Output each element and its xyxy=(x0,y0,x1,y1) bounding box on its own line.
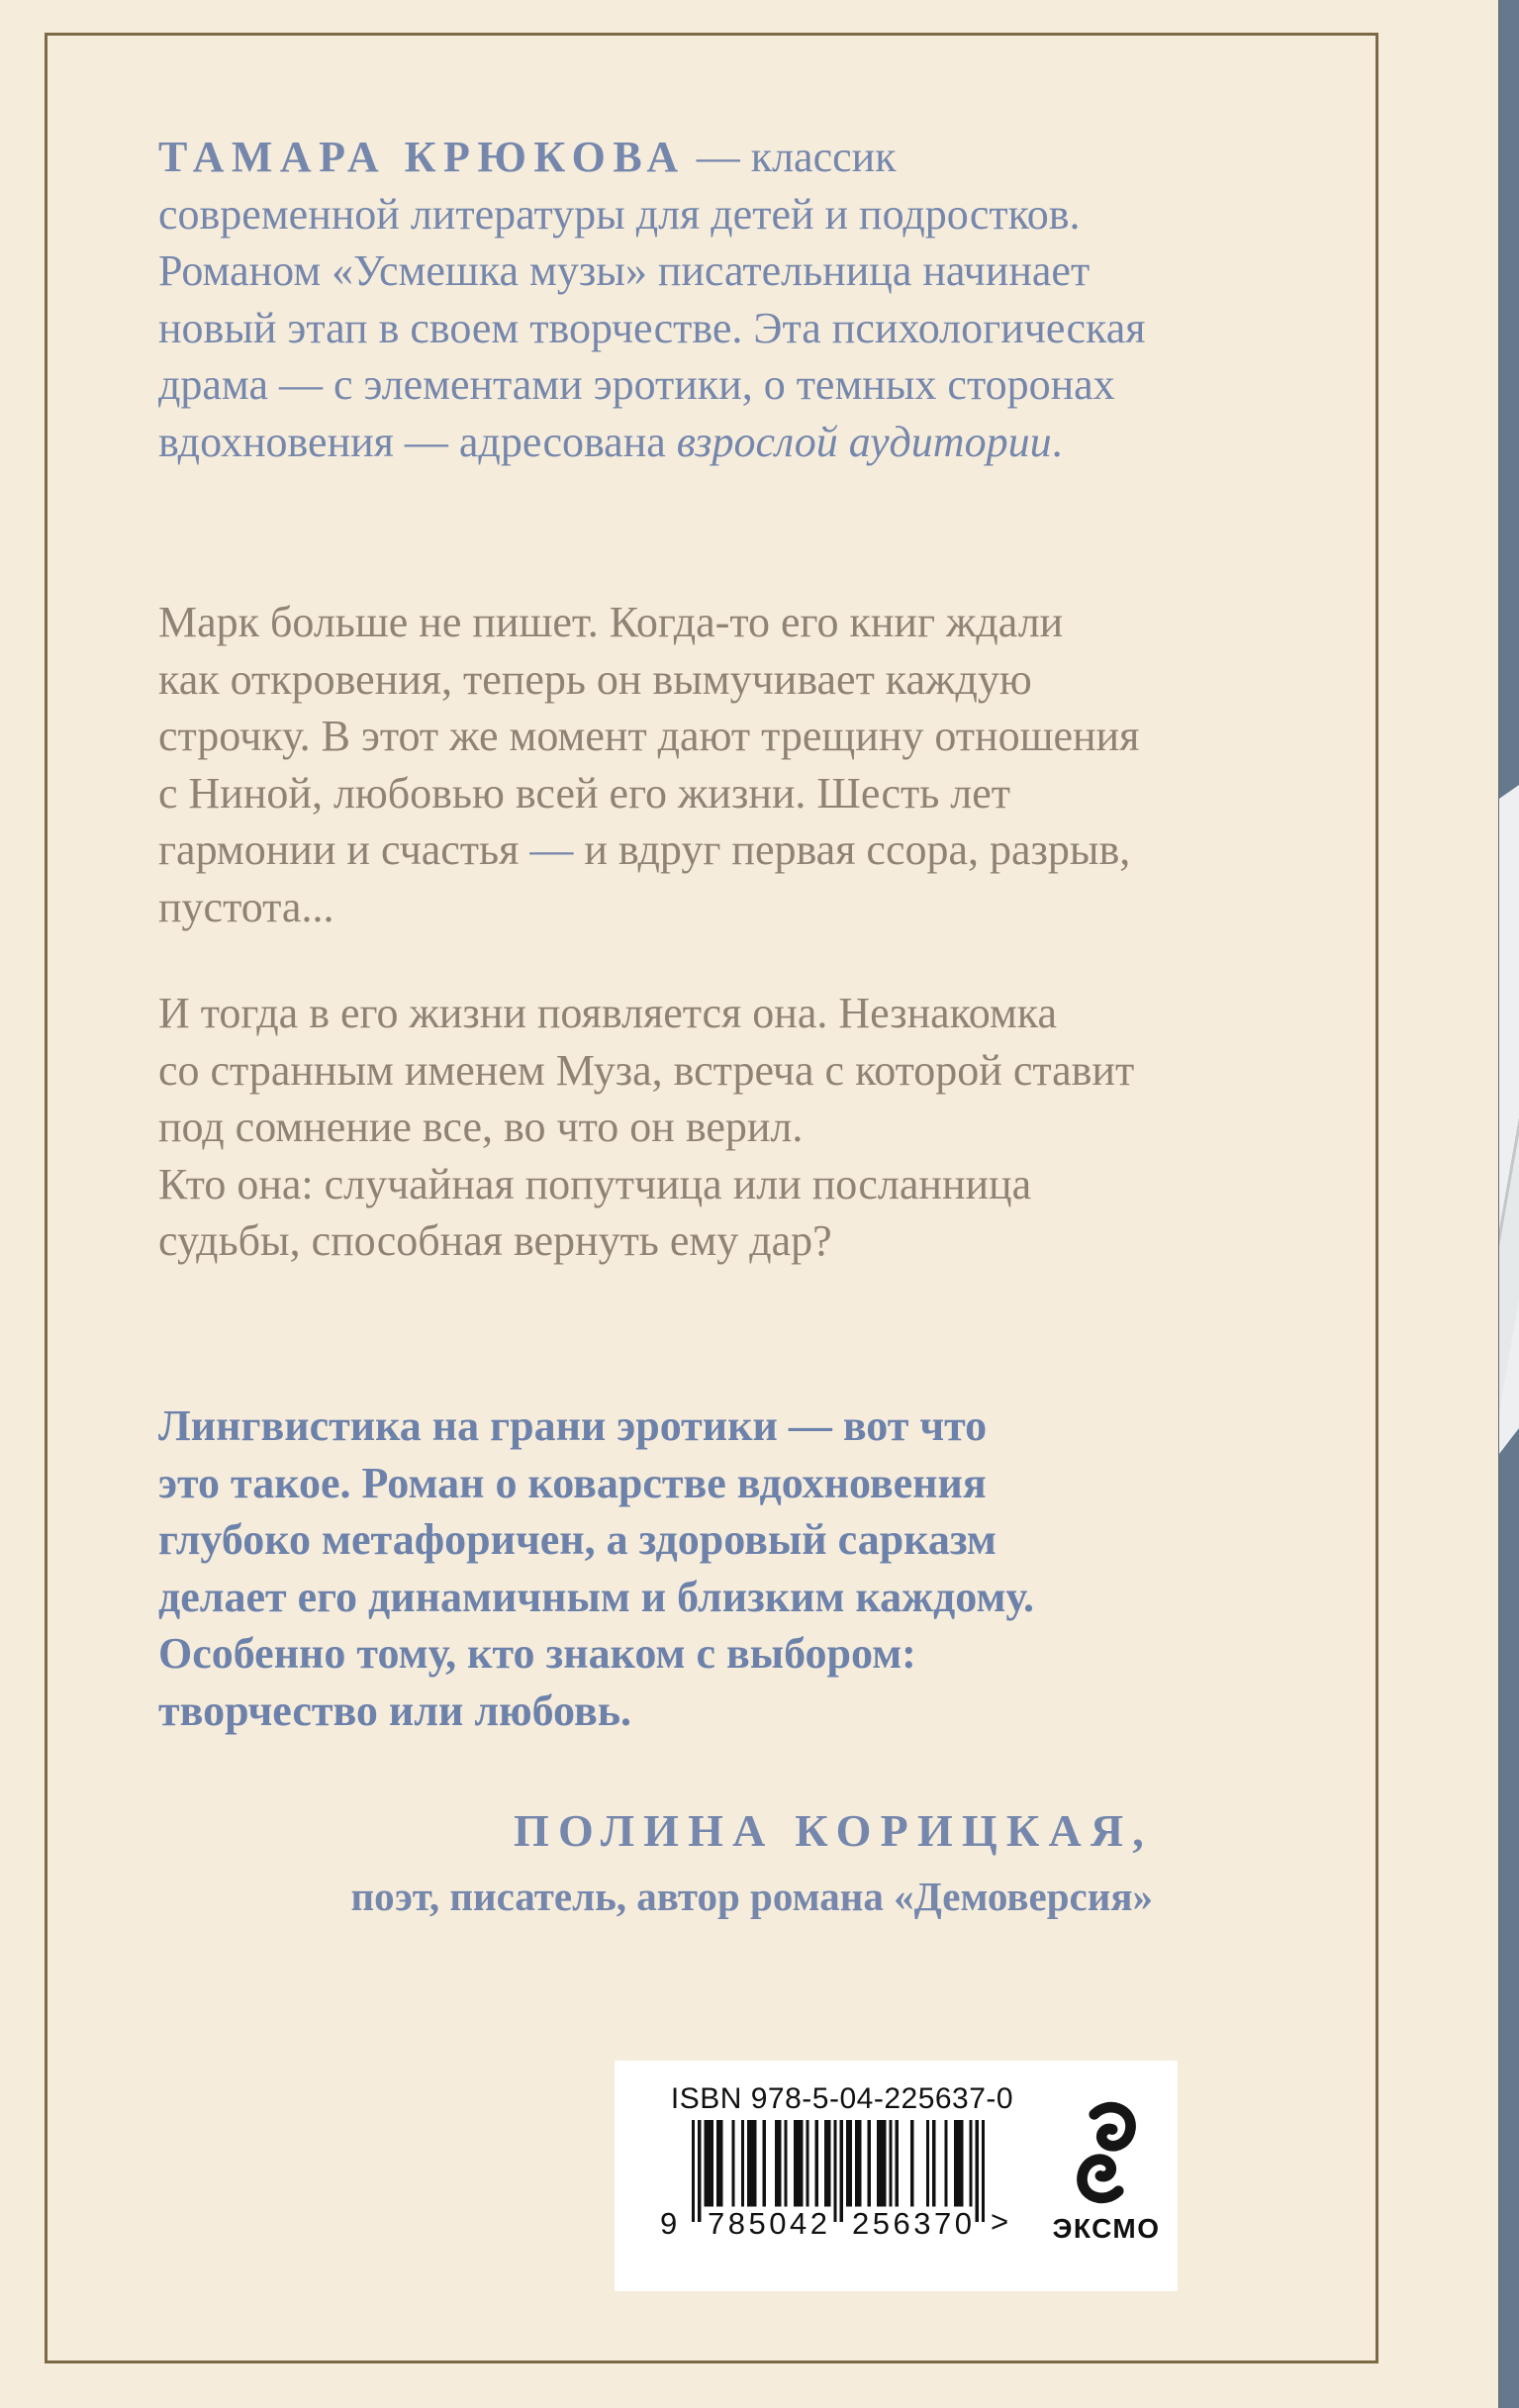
text-line: судьбы, способная вернуть ему дар? xyxy=(158,1216,832,1265)
text-line: И тогда в его жизни появляется она. Незнакомка xyxy=(158,989,1058,1037)
text-line: драма — с элементами эротики, о темных сторонах xyxy=(158,360,1115,409)
text-line: гармонии и счастья — и вдруг первая ссора, разрыв, xyxy=(158,825,1131,874)
text-line: делает его динамичным и близким каждому. xyxy=(158,1572,1035,1621)
text-line: вдохновения — адресована взрослой аудитории. xyxy=(158,417,1063,466)
book-fore-edge xyxy=(1498,0,1519,2408)
text-line: строчку. В этот же момент дают трещину отношения xyxy=(158,712,1140,760)
synopsis-paragraph-1 xyxy=(158,594,1257,935)
text-line: пустота... xyxy=(158,882,334,931)
text-line: Романом «Усмешка музы» писательница начинает xyxy=(158,246,1091,295)
author-intro-paragraph xyxy=(158,129,1257,470)
barcode-quiet-zone-arrow: > xyxy=(991,2204,1009,2239)
quote-author-name: ПОЛИНА КОРИЦКАЯ, xyxy=(514,1805,1153,1856)
text-line: глубоко метафоричен, а здоровый сарказм xyxy=(158,1515,997,1564)
text-line: под сомнение все, во что он верил. xyxy=(158,1103,804,1151)
text-line: это такое. Роман о коварстве вдохновения xyxy=(158,1458,987,1507)
text-line: ТАМАРА КРЮКОВА — классик xyxy=(158,133,897,181)
text-line: современной литературы для детей и подростков. xyxy=(158,189,1081,239)
text-line: творчество или любовь. xyxy=(158,1686,631,1735)
barcode-digit-left: 9 xyxy=(660,2206,678,2241)
isbn-sticker xyxy=(615,2061,1178,2291)
text-line: с Ниной, любовью всей его жизни. Шесть лет xyxy=(158,768,1010,818)
eksmo-swirl-icon xyxy=(1074,2096,1139,2209)
quote-attribution xyxy=(158,1803,1153,1921)
text-line: Марк больше не пишет. Когда-то его книг ждали xyxy=(158,598,1064,646)
publisher-logo xyxy=(1042,2096,1171,2245)
publisher-name: ЭКСМО xyxy=(1052,2213,1161,2244)
text-line: новый этап в своем творчестве. Эта психологическая xyxy=(158,303,1146,352)
text-line: со странным именем Муза, встреча с которой ставит xyxy=(158,1045,1135,1095)
endorsement-quote xyxy=(158,1397,1257,1739)
text-line: Лингвистика на грани эротики — вот что xyxy=(158,1401,988,1450)
barcode-digit-group2: 256370 xyxy=(852,2206,976,2241)
page-block-edge xyxy=(1499,785,1519,1454)
text-line: как откровения, теперь он вымучивает каждую xyxy=(158,654,1032,704)
isbn-label: ISBN 978-5-04-225637-0 xyxy=(670,2082,1014,2115)
synopsis-paragraph-2 xyxy=(158,985,1257,1270)
text-line: Кто она: случайная попутчица или посланница xyxy=(158,1159,1032,1208)
text-line: Особенно тому, кто знаком с выбором: xyxy=(158,1629,916,1678)
barcode-digit-group1: 785042 xyxy=(708,2206,831,2241)
quote-author-role: поэт, писатель, автор романа «Демоверсия» xyxy=(350,1874,1153,1919)
